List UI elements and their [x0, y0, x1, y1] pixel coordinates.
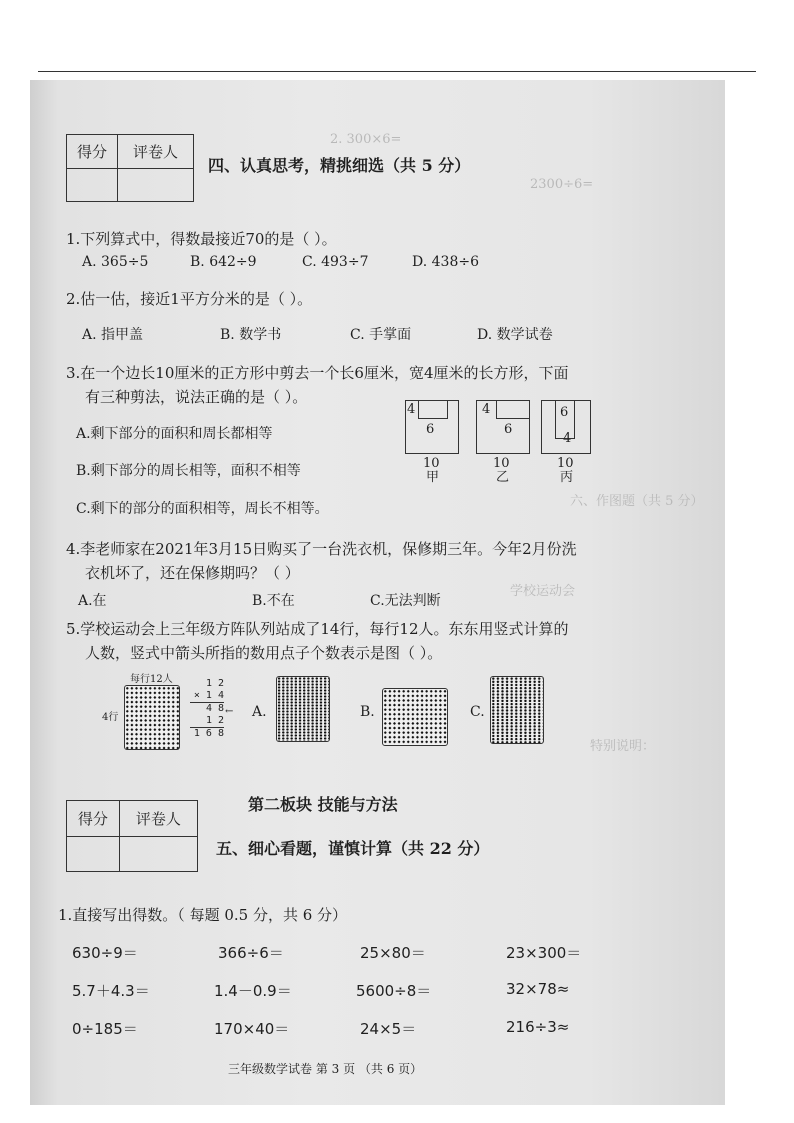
q4-option-b: B.不在	[252, 593, 295, 609]
scanned-exam-sheet	[30, 80, 725, 1105]
score-header: 得分	[67, 135, 118, 169]
bleed-text: 六、作图题（共 5 分）	[570, 494, 704, 509]
q2-stem: 2.估一估，接近1平方分米的是（ ）。	[66, 290, 313, 308]
q4-option-c: C.无法判断	[370, 593, 441, 609]
vertical-calculation	[190, 678, 224, 740]
side-label: 10	[423, 456, 440, 471]
arith-item: 170×40＝	[214, 1020, 290, 1038]
grader-cell[interactable]	[119, 837, 197, 872]
bleed-text: 2300÷6=	[530, 177, 594, 192]
calc-line-arrowed: 1 2	[190, 715, 224, 728]
arith-item: 216÷3≈	[506, 1018, 570, 1036]
page-top-rule	[38, 71, 756, 72]
calc-line: × 1 4	[190, 690, 224, 703]
score-box-section5	[66, 800, 198, 872]
grader-header: 评卷人	[119, 801, 197, 837]
dot-array	[124, 685, 180, 750]
section5-title: 五、细心看题，谨慎计算（共 22 分）	[216, 839, 490, 858]
width-label: 4	[407, 402, 416, 417]
section4-title: 四、认真思考，精挑细选（共 5 分）	[208, 156, 471, 175]
arrow-icon: ←	[225, 706, 234, 717]
arith-item: 32×78≈	[506, 980, 570, 998]
figure-name: 乙	[496, 470, 510, 485]
arith-item: 5600÷8＝	[356, 982, 432, 1000]
q1-option-a: A. 365÷5	[82, 254, 149, 270]
q5-option-b: B.	[360, 704, 375, 720]
width-label: 4	[482, 402, 491, 417]
dot-array-option-b	[382, 688, 448, 746]
q1-option-b: B. 642÷9	[190, 254, 257, 270]
q1-option-d: D. 438÷6	[412, 254, 479, 270]
grader-cell[interactable]	[118, 169, 194, 202]
q3-option-b: B.剩下部分的周长相等，面积不相等	[76, 463, 301, 479]
section5-q1-stem: 1.直接写出得数。（ 每题 0.5 分，共 6 分）	[58, 906, 348, 924]
page-footer: 三年级数学试卷 第 3 页 （共 6 页）	[228, 1062, 423, 1076]
q5-stem-line2: 人数，竖式中箭头所指的数用点子个数表示是图（ ）。	[85, 644, 443, 662]
arith-item: 1.4－0.9＝	[214, 982, 292, 1000]
row-count-label: 每行12人	[130, 674, 173, 685]
q4-stem-line2: 衣机坏了，还在保修期吗？（ ）	[85, 564, 300, 582]
arith-item: 24×5＝	[360, 1020, 417, 1038]
arith-item: 366÷6＝	[218, 944, 284, 962]
side-label: 10	[557, 456, 574, 471]
q2-option-c: C. 手掌面	[350, 327, 412, 343]
score-box-section4	[66, 134, 194, 202]
dot-array-option-a	[276, 676, 330, 742]
width-label: 6	[560, 405, 569, 420]
calc-line: 1 2	[205, 678, 224, 689]
arith-item: 23×300＝	[506, 944, 582, 962]
length-label: 4	[563, 431, 572, 446]
row-label: 4行	[102, 712, 119, 723]
grader-header: 评卷人	[118, 135, 194, 169]
q3-option-c: C.剩下的部分的面积相等，周长不相等。	[76, 501, 329, 517]
q2-option-d: D. 数学试卷	[477, 327, 553, 343]
score-header: 得分	[67, 801, 120, 837]
q5-option-a: A.	[252, 704, 267, 720]
arith-item: 630÷9＝	[72, 944, 138, 962]
block2-title: 第二板块 技能与方法	[248, 795, 398, 814]
q1-stem: 1.下列算式中，得数最接近70的是（ ）。	[66, 230, 337, 248]
dot-array-option-c	[490, 676, 544, 744]
bleed-text: 学校运动会	[510, 584, 576, 599]
q1-option-c: C. 493÷7	[302, 254, 369, 270]
score-cell[interactable]	[67, 169, 118, 202]
q4-option-a: A.在	[78, 593, 107, 609]
bleed-text: 特别说明：	[590, 739, 656, 754]
arith-item: 0÷185＝	[72, 1020, 138, 1038]
calc-line: 4 8	[205, 703, 224, 714]
length-label: 6	[426, 422, 435, 437]
bleed-text: 2. 300×6=	[330, 132, 402, 147]
length-label: 6	[504, 422, 513, 437]
figure-name: 丙	[560, 470, 574, 485]
calc-line: 1 6 8	[193, 728, 224, 739]
q3-stem-line1: 3.在一个边长10厘米的正方形中剪去一个长6厘米，宽4厘米的长方形，下面	[66, 364, 569, 382]
cut-rectangle	[418, 400, 448, 419]
q4-stem-line1: 4.李老师家在2021年3月15日购买了一台洗衣机，保修期三年。今年2月份洗	[66, 540, 577, 558]
cut-rectangle	[496, 400, 529, 419]
side-label: 10	[493, 456, 510, 471]
figure-name: 甲	[426, 470, 440, 485]
score-cell[interactable]	[67, 837, 120, 872]
arith-item: 5.7＋4.3＝	[72, 982, 150, 1000]
q3-option-a: A.剩下部分的面积和周长都相等	[76, 426, 273, 442]
q2-option-b: B. 数学书	[220, 327, 282, 343]
arith-item: 25×80＝	[360, 944, 426, 962]
q5-stem-line1: 5.学校运动会上三年级方阵队列站成了14行，每行12人。东东用竖式计算的	[66, 620, 569, 638]
q5-option-c: C.	[470, 704, 485, 720]
q2-option-a: A. 指甲盖	[82, 327, 144, 343]
q3-stem-line2: 有三种剪法，说法正确的是（ ）。	[85, 388, 308, 406]
